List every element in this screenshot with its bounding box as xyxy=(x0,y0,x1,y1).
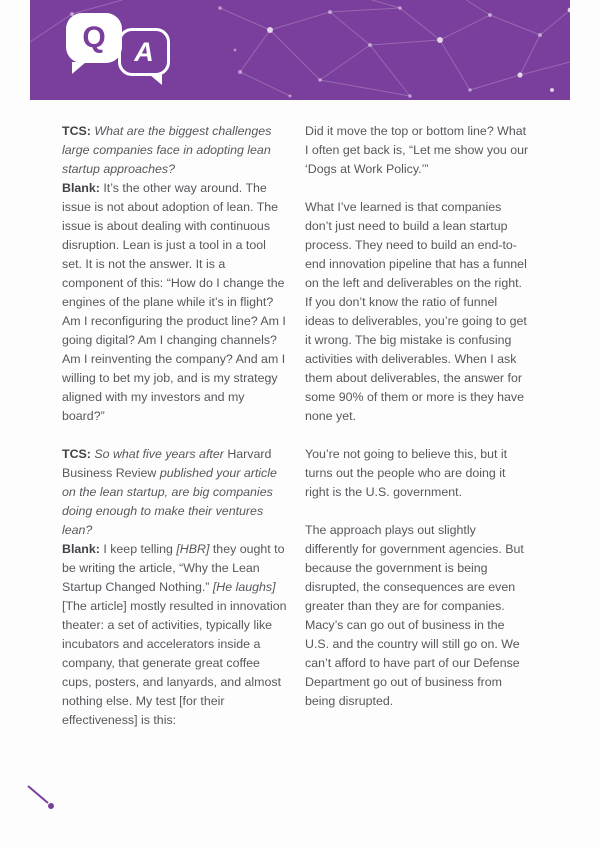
speaker-label-blank: Blank: xyxy=(62,542,100,556)
answer-1 xyxy=(62,179,287,426)
answer-2-part1: I keep telling xyxy=(103,542,173,556)
page-header xyxy=(30,0,570,100)
q-letter: Q xyxy=(82,21,106,54)
q-speech-bubble xyxy=(66,13,122,63)
left-column xyxy=(62,122,287,749)
a-speech-bubble xyxy=(118,28,170,76)
article-body xyxy=(62,122,530,749)
question-1 xyxy=(62,122,287,179)
laughs-aside: [He laughs] xyxy=(212,580,276,594)
answer-2-part2: they ought to be writing the article, “Why the Lean Startup Changed Nothing.” xyxy=(62,542,285,594)
hbr-reference: [HBR] xyxy=(176,542,210,556)
speaker-label-tcs: TCS: xyxy=(62,124,91,138)
answer-2-part3: [The article] mostly resulted in innovation theater: a set of activities, typically like incubators and accelerators inside a company, that generate great coffee cups, posters, and lanyards, and almost nothing else. My test [for their effectiveness] is this: xyxy=(62,599,287,727)
question-2-part2: published your article on the lean startup, are big companies doing enough to make their ventures lean? xyxy=(62,466,277,537)
answer-continued-4: The approach plays out slightly differently for government agencies. But because the government is being disrupted, the consequences are even greater than they are for companies. Macy’s can go out of business in the U.S. and the country will still go on. We can’t afford to have part of our Defense Department go out of business from being disrupted. xyxy=(305,523,524,708)
answer-1-text: It’s the other way around. The issue is not about adoption of lean. The issue is about dealing with continuous disruption. Lean is just a tool in a tool set. It is not the answer. It is a component of this: “How do I change the engines of the plane while it’s in flight? Am I reconfiguring the product line? Am I going digital? Am I changing channels? Am I reinventing the company? And am I willing to bet my job, and is my strategy aligned with my investors and my board?” xyxy=(62,181,286,423)
a-letter: A xyxy=(134,36,154,67)
answer-continued-1: Did it move the top or bottom line? What I often get back is, “Let me show you our ‘Dogs at Work Policy.’” xyxy=(305,124,529,176)
question-2 xyxy=(62,445,287,540)
answer-continued-2: What I’ve learned is that companies don’t just need to build a lean startup process. They need to build an end-to-end innovation pipeline that has a funnel on the left and deliverables on the right. If you don’t know the ratio of funnel ideas to deliverables, you’re going to get it wrong. The big mistake is confusing activities with deliverables. When I ask them about deliverables, the answer for some 90% of them or more is they have none yet. xyxy=(305,200,527,423)
right-column xyxy=(305,122,530,749)
corner-line-dot-decoration xyxy=(26,782,62,814)
speaker-label-tcs: TCS: xyxy=(62,447,91,461)
speaker-label-blank: Blank: xyxy=(62,181,100,195)
answer-continued-3: You’re not going to believe this, but it turns out the people who are doing it right is the U.S. government. xyxy=(305,447,508,499)
publication-name: Harvard Business Review xyxy=(62,447,272,480)
answer-2 xyxy=(62,540,287,730)
question-2-part1: So what five years after xyxy=(94,447,224,461)
question-1-text: What are the biggest challenges large companies face in adopting lean startup approaches? xyxy=(62,124,272,176)
